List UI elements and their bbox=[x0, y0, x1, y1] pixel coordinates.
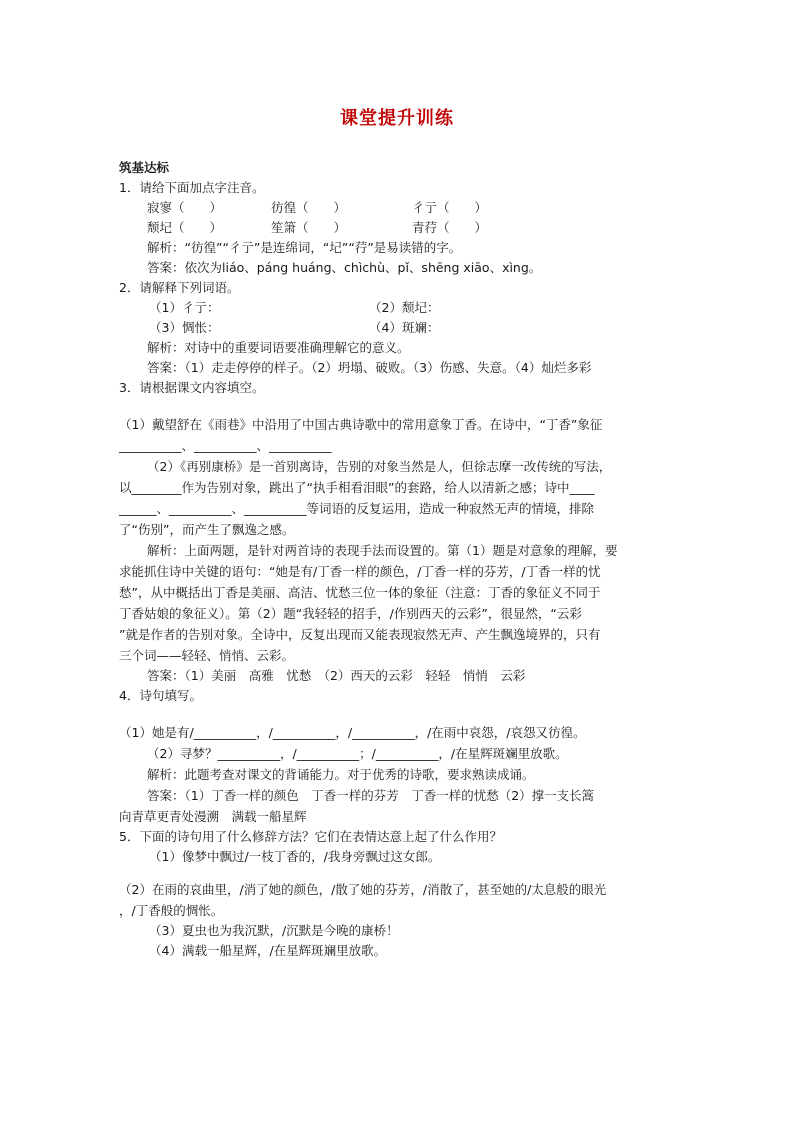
q3-p2-line: ______、__________、__________等词语的反复运用，造成一种寂然无声的情境，排除 bbox=[119, 501, 595, 516]
q5-sentence: （2）在雨的哀曲里，/消了她的颜色，/散了她的芬芳，/消散了，甚至她的/太息般的眼光 bbox=[119, 882, 607, 897]
q3-analysis-line: 求能抓住诗中关键的语句：“她是有/丁香一样的颜色，/丁香一样的芬芳，/丁香一样的忧 bbox=[119, 564, 601, 579]
q2-row1 bbox=[119, 298, 679, 318]
q3-p1-line: __________、__________、__________ bbox=[119, 438, 332, 453]
q4-answer-line: 向青草更青处漫溯 满载一船星辉 bbox=[119, 809, 307, 824]
q1-item: 彳亍（ ） bbox=[412, 200, 488, 215]
q3-answer: 答案：（1）美丽 高雅 忧愁 （2）西天的云彩 轻轻 悄悄 云彩 bbox=[147, 668, 526, 683]
q1-answer: 答案：依次为liáo、páng huáng、chìchù、pǐ、shēng xiāo、xìng。 bbox=[147, 260, 542, 275]
q2-item: （1）彳亍： bbox=[149, 300, 220, 315]
q4-line: （2）寻梦？__________，/__________；/__________，/在星辉斑斓里放歌。 bbox=[147, 746, 568, 761]
q3-analysis-line: 三个词——轻轻、悄悄、云彩。 bbox=[119, 648, 295, 663]
q1-item: 寂寥（ ） bbox=[147, 200, 223, 215]
q3-analysis-line: 解析：上面两题，是针对两首诗的表现手法而设置的。第（1）题是对意象的理解，要 bbox=[147, 543, 618, 558]
q4-stem: 4．诗句填写。 bbox=[119, 688, 202, 703]
q1-row2 bbox=[119, 218, 679, 238]
q3-analysis-line: ”就是作者的告别对象。全诗中，反复出现而又能表现寂然无声、产生飘逸境界的，只有 bbox=[119, 627, 601, 642]
q3-p1-line: （1）戴望舒在《雨巷》中沿用了中国古典诗歌中的常用意象丁香。在诗中，“丁香”象征 bbox=[119, 417, 603, 432]
q5-sentence: （3）夏虫也为我沉默，/沉默是今晚的康桥！ bbox=[149, 923, 399, 938]
q1-item: 笙箫（ ） bbox=[271, 220, 347, 235]
q2-row2 bbox=[119, 318, 679, 338]
q3-analysis-line: 愁”，从中概括出丁香是美丽、高洁、忧愁三位一体的象征（注意：丁香的象征义不同于 bbox=[119, 585, 601, 600]
q1-analysis: 解析：“彷徨”“彳亍”是连绵词，“圮”“荇”是易读错的字。 bbox=[147, 240, 462, 255]
q5-sentence: （4）满载一船星辉，/在星辉斑斓里放歌。 bbox=[149, 943, 387, 958]
q1-item: 彷徨（ ） bbox=[271, 200, 347, 215]
q2-item: （3）惆怅： bbox=[149, 320, 220, 335]
q4-answer-line: 答案：（1）丁香一样的颜色 丁香一样的芬芳 丁香一样的忧愁（2）撑一支长篙 bbox=[147, 788, 595, 803]
q3-p2-line: 以________作为告别对象，跳出了“执手相看泪眼”的套路，给人以清新之感；诗中____ bbox=[119, 480, 595, 495]
q5-stem: 5．下面的诗句用了什么修辞方法？它们在表情达意上起了什么作用？ bbox=[119, 829, 502, 844]
q1-item: 颓圮（ ） bbox=[147, 220, 223, 235]
q3-p2-line: 了“伤别”，而产生了飘逸之感。 bbox=[119, 522, 295, 537]
q4-line: （1）她是有/__________，/__________，/__________，/在雨中哀怨，/哀怨又彷徨。 bbox=[119, 725, 586, 740]
section-heading: 筑基达标 bbox=[119, 160, 170, 175]
q2-answer: 答案：（1）走走停停的样子。（2）坍塌、破败。（3）伤感、失意。（4）灿烂多彩 bbox=[147, 360, 592, 375]
q1-row1 bbox=[119, 198, 679, 218]
page-title: 课堂提升训练 bbox=[340, 108, 454, 129]
q5-sentence: ，/丁香般的惆怅。 bbox=[119, 903, 224, 918]
q5-sentence: （1）像梦中飘过/一枝丁香的，/我身旁飘过这女郎。 bbox=[149, 849, 441, 864]
q2-stem: 2．请解释下列词语。 bbox=[119, 280, 240, 295]
q2-item: （4）斑斓： bbox=[369, 320, 440, 335]
q3-stem: 3．请根据课文内容填空。 bbox=[119, 380, 265, 395]
q2-analysis: 解析：对诗中的重要词语要准确理解它的意义。 bbox=[147, 340, 410, 355]
q1-item: 青荇（ ） bbox=[412, 220, 488, 235]
document-body bbox=[119, 158, 679, 961]
q2-item: （2）颓圮： bbox=[369, 300, 440, 315]
q3-analysis-line: 丁香姑娘的象征义）。第（2）题“我轻轻的招手，/作别西天的云彩”，很显然，“云彩 bbox=[119, 606, 582, 621]
q4-analysis: 解析：此题考查对课文的背诵能力。对于优秀的诗歌，要求熟读成诵。 bbox=[147, 767, 535, 782]
q3-p2-line: （2）《再别康桥》是一首别离诗，告别的对象当然是人，但徐志摩一改传统的写法， bbox=[147, 459, 612, 474]
q1-stem: 1．请给下面加点字注音。 bbox=[119, 180, 265, 195]
